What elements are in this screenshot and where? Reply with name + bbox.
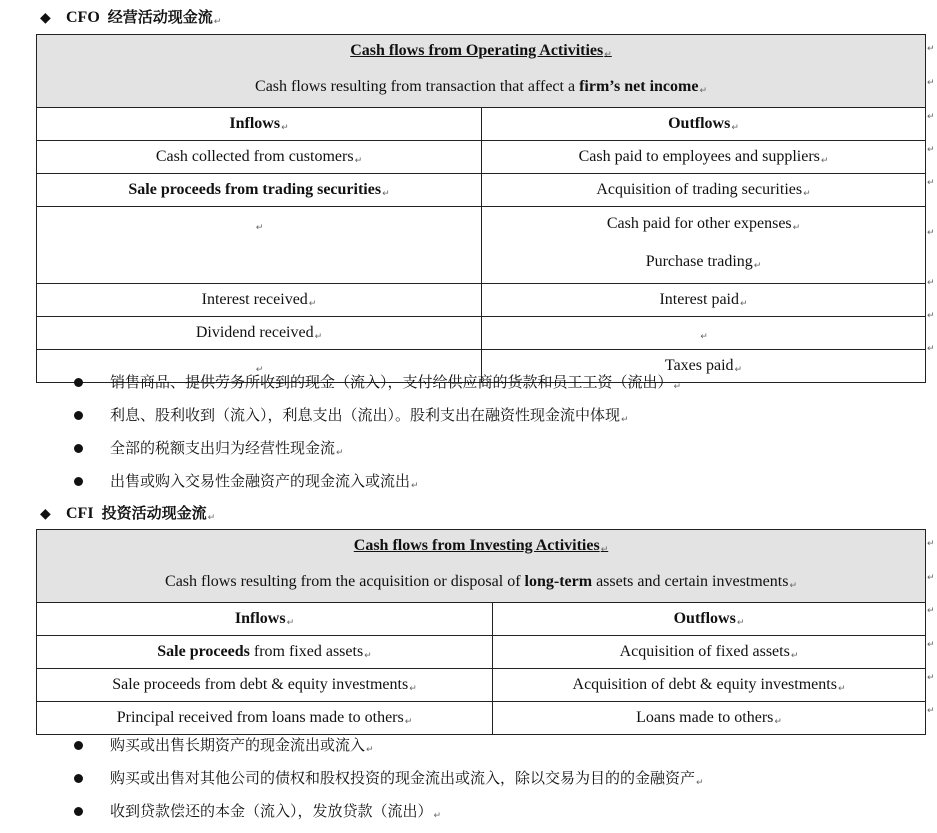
cfi-inflows-header: Inflows↵ bbox=[37, 603, 493, 636]
cfi-bullet-list bbox=[70, 729, 930, 828]
paragraph-mark-icon: ↵ bbox=[604, 50, 612, 60]
cfo-table-header bbox=[37, 35, 926, 108]
paragraph-mark-icon: ↵ bbox=[207, 513, 216, 523]
paragraph-mark-icon: ↵ bbox=[621, 415, 629, 425]
cfo-inflow-cell: Dividend received↵ bbox=[37, 317, 482, 350]
paragraph-mark-icon: ↵ bbox=[699, 86, 707, 96]
paragraph-mark-icon: ↵ bbox=[803, 189, 811, 199]
paragraph-mark-icon: ↵ bbox=[433, 811, 442, 821]
cfo-subtitle-pre: Cash flows resulting from transaction that affect a bbox=[255, 78, 580, 95]
paragraph-mark-icon: ↵ bbox=[255, 223, 264, 233]
paragraph-mark-icon: ↵ bbox=[740, 299, 748, 309]
paragraph-mark-icon: ↵ bbox=[820, 156, 829, 166]
diamond-bullet-icon: ◆ bbox=[40, 11, 51, 26]
cfo-table bbox=[36, 34, 926, 383]
list-item: 利息、股利收到（流入），利息支出（流出）。股利支出在融资性现金流中体现↵ bbox=[70, 399, 930, 432]
bullet-dot-icon bbox=[74, 807, 83, 816]
bullet-dot-icon bbox=[74, 774, 83, 783]
cfo-inflow-cell: Cash collected from customers↵ bbox=[37, 141, 482, 174]
cfo-inflows-header: Inflows↵ bbox=[37, 108, 482, 141]
paragraph-mark-icon: ↵ bbox=[696, 778, 704, 788]
cfi-outflow-cell: Acquisition of debt & equity investments↵ bbox=[493, 669, 926, 702]
paragraph-mark-icon: ↵ bbox=[927, 344, 935, 354]
cfi-inflow-cell: Principal received from loans made to others↵ bbox=[37, 702, 493, 735]
cfo-inflow-cell: Interest received↵ bbox=[37, 284, 482, 317]
paragraph-mark-icon: ↵ bbox=[286, 618, 295, 628]
cfo-bullet-list bbox=[70, 366, 930, 498]
paragraph-mark-icon: ↵ bbox=[700, 332, 708, 342]
paragraph-mark-icon: ↵ bbox=[774, 717, 782, 727]
paragraph-mark-icon: ↵ bbox=[927, 278, 935, 288]
cfi-subtitle-post: assets and certain investments bbox=[592, 573, 789, 590]
paragraph-mark-icon: ↵ bbox=[255, 365, 264, 375]
bullet-dot-icon bbox=[74, 444, 83, 453]
paragraph-mark-icon: ↵ bbox=[731, 123, 739, 133]
paragraph-mark-icon: ↵ bbox=[409, 684, 417, 694]
cfi-inflow-cell: Sale proceeds from debt & equity investments↵ bbox=[37, 669, 493, 702]
paragraph-mark-icon: ↵ bbox=[213, 17, 222, 27]
paragraph-mark-icon: ↵ bbox=[927, 228, 935, 238]
cfi-heading-code: CFI bbox=[66, 505, 94, 522]
list-item: 出售或购入交易性金融资产的现金流入或流出↵ bbox=[70, 465, 930, 498]
cfo-outflow-cell: Cash paid for other expenses↵ Purchase trading↵ bbox=[482, 207, 926, 284]
cfo-heading-code: CFO bbox=[66, 9, 100, 26]
paragraph-mark-icon: ↵ bbox=[927, 78, 935, 88]
table-row bbox=[37, 207, 926, 284]
table-row bbox=[37, 669, 926, 702]
paragraph-mark-icon: ↵ bbox=[382, 189, 390, 199]
cfi-table-header bbox=[37, 530, 926, 603]
paragraph-mark-icon: ↵ bbox=[837, 684, 846, 694]
cfi-section-heading bbox=[40, 502, 215, 523]
paragraph-mark-icon: ↵ bbox=[789, 581, 797, 591]
cfi-outflows-header: Outflows↵ bbox=[493, 603, 926, 636]
table-row bbox=[37, 174, 926, 207]
cfo-outflow-cell: Taxes paid↵ bbox=[482, 350, 926, 383]
cfi-table bbox=[36, 529, 926, 735]
cfo-table-title: Cash flows from Operating Activities bbox=[350, 42, 604, 59]
paragraph-mark-icon: ↵ bbox=[336, 448, 344, 458]
bullet-dot-icon bbox=[74, 378, 83, 387]
paragraph-mark-icon: ↵ bbox=[308, 299, 317, 309]
paragraph-mark-icon: ↵ bbox=[927, 178, 935, 188]
paragraph-mark-icon: ↵ bbox=[927, 311, 935, 321]
paragraph-mark-icon: ↵ bbox=[753, 261, 762, 271]
paragraph-mark-icon: ↵ bbox=[366, 745, 374, 755]
paragraph-mark-icon: ↵ bbox=[927, 145, 935, 155]
cfo-outflows-header: Outflows↵ bbox=[482, 108, 926, 141]
list-item: 销售商品、提供劳务所收到的现金（流入），支付给供应商的货款和员工工资（流出）↵ bbox=[70, 366, 930, 399]
paragraph-mark-icon: ↵ bbox=[364, 651, 372, 661]
paragraph-mark-icon: ↵ bbox=[927, 673, 935, 683]
paragraph-mark-icon: ↵ bbox=[927, 44, 935, 54]
paragraph-mark-icon: ↵ bbox=[792, 223, 801, 233]
cfi-outflow-cell: Loans made to others↵ bbox=[493, 702, 926, 735]
cfo-outflow-cell bbox=[482, 317, 926, 350]
cfo-heading-cn: 经营活动现金流 bbox=[107, 8, 213, 26]
cfo-inflow-cell bbox=[37, 207, 482, 284]
list-item: 收到贷款偿还的本金（流入），发放贷款（流出）↵ bbox=[70, 795, 930, 828]
cfo-inflow-cell: Sale proceeds from trading securities↵ bbox=[37, 174, 482, 207]
bullet-dot-icon bbox=[74, 477, 83, 486]
cfo-outflow-cell: Acquisition of trading securities↵ bbox=[482, 174, 926, 207]
paragraph-mark-icon: ↵ bbox=[927, 573, 935, 583]
list-item: 购买或出售长期资产的现金流出或流入↵ bbox=[70, 729, 930, 762]
cfi-subtitle-bold: long-term bbox=[524, 573, 593, 590]
bullet-dot-icon bbox=[74, 741, 83, 750]
paragraph-mark-icon: ↵ bbox=[411, 481, 419, 491]
table-row bbox=[37, 141, 926, 174]
table-row bbox=[37, 636, 926, 669]
paragraph-mark-icon: ↵ bbox=[927, 640, 935, 650]
table-row bbox=[37, 317, 926, 350]
cfi-subtitle-pre: Cash flows resulting from the acquisition or disposal of bbox=[165, 573, 525, 590]
paragraph-mark-icon: ↵ bbox=[314, 332, 323, 342]
list-item: 全部的税额支出归为经营性现金流↵ bbox=[70, 432, 930, 465]
cfi-table-title: Cash flows from Investing Activities bbox=[353, 537, 600, 554]
paragraph-mark-icon: ↵ bbox=[927, 606, 935, 616]
paragraph-mark-icon: ↵ bbox=[673, 382, 682, 392]
list-item: 购买或出售对其他公司的债权和股权投资的现金流出或流入，除以交易为目的的金融资产↵ bbox=[70, 762, 930, 795]
cfo-outflow-cell: Interest paid↵ bbox=[482, 284, 926, 317]
cfi-heading-cn: 投资活动现金流 bbox=[101, 504, 207, 522]
paragraph-mark-icon: ↵ bbox=[734, 365, 743, 375]
paragraph-mark-icon: ↵ bbox=[600, 545, 609, 555]
paragraph-mark-icon: ↵ bbox=[404, 717, 413, 727]
cfi-inflow-cell: Sale proceeds from fixed assets↵ bbox=[37, 636, 493, 669]
cfi-outflow-cell: Acquisition of fixed assets↵ bbox=[493, 636, 926, 669]
cfo-outflow-cell: Cash paid to employees and suppliers↵ bbox=[482, 141, 926, 174]
paragraph-mark-icon: ↵ bbox=[927, 706, 935, 716]
paragraph-mark-icon: ↵ bbox=[736, 618, 745, 628]
paragraph-mark-icon: ↵ bbox=[281, 123, 289, 133]
bullet-dot-icon bbox=[74, 411, 83, 420]
paragraph-mark-icon: ↵ bbox=[927, 539, 935, 549]
paragraph-mark-icon: ↵ bbox=[354, 156, 363, 166]
paragraph-mark-icon: ↵ bbox=[927, 112, 935, 122]
cfo-subtitle-bold: firm’s net income bbox=[579, 78, 699, 95]
cfo-section-heading bbox=[40, 6, 221, 27]
paragraph-mark-icon: ↵ bbox=[790, 651, 799, 661]
table-row bbox=[37, 284, 926, 317]
diamond-bullet-icon: ◆ bbox=[40, 507, 51, 522]
